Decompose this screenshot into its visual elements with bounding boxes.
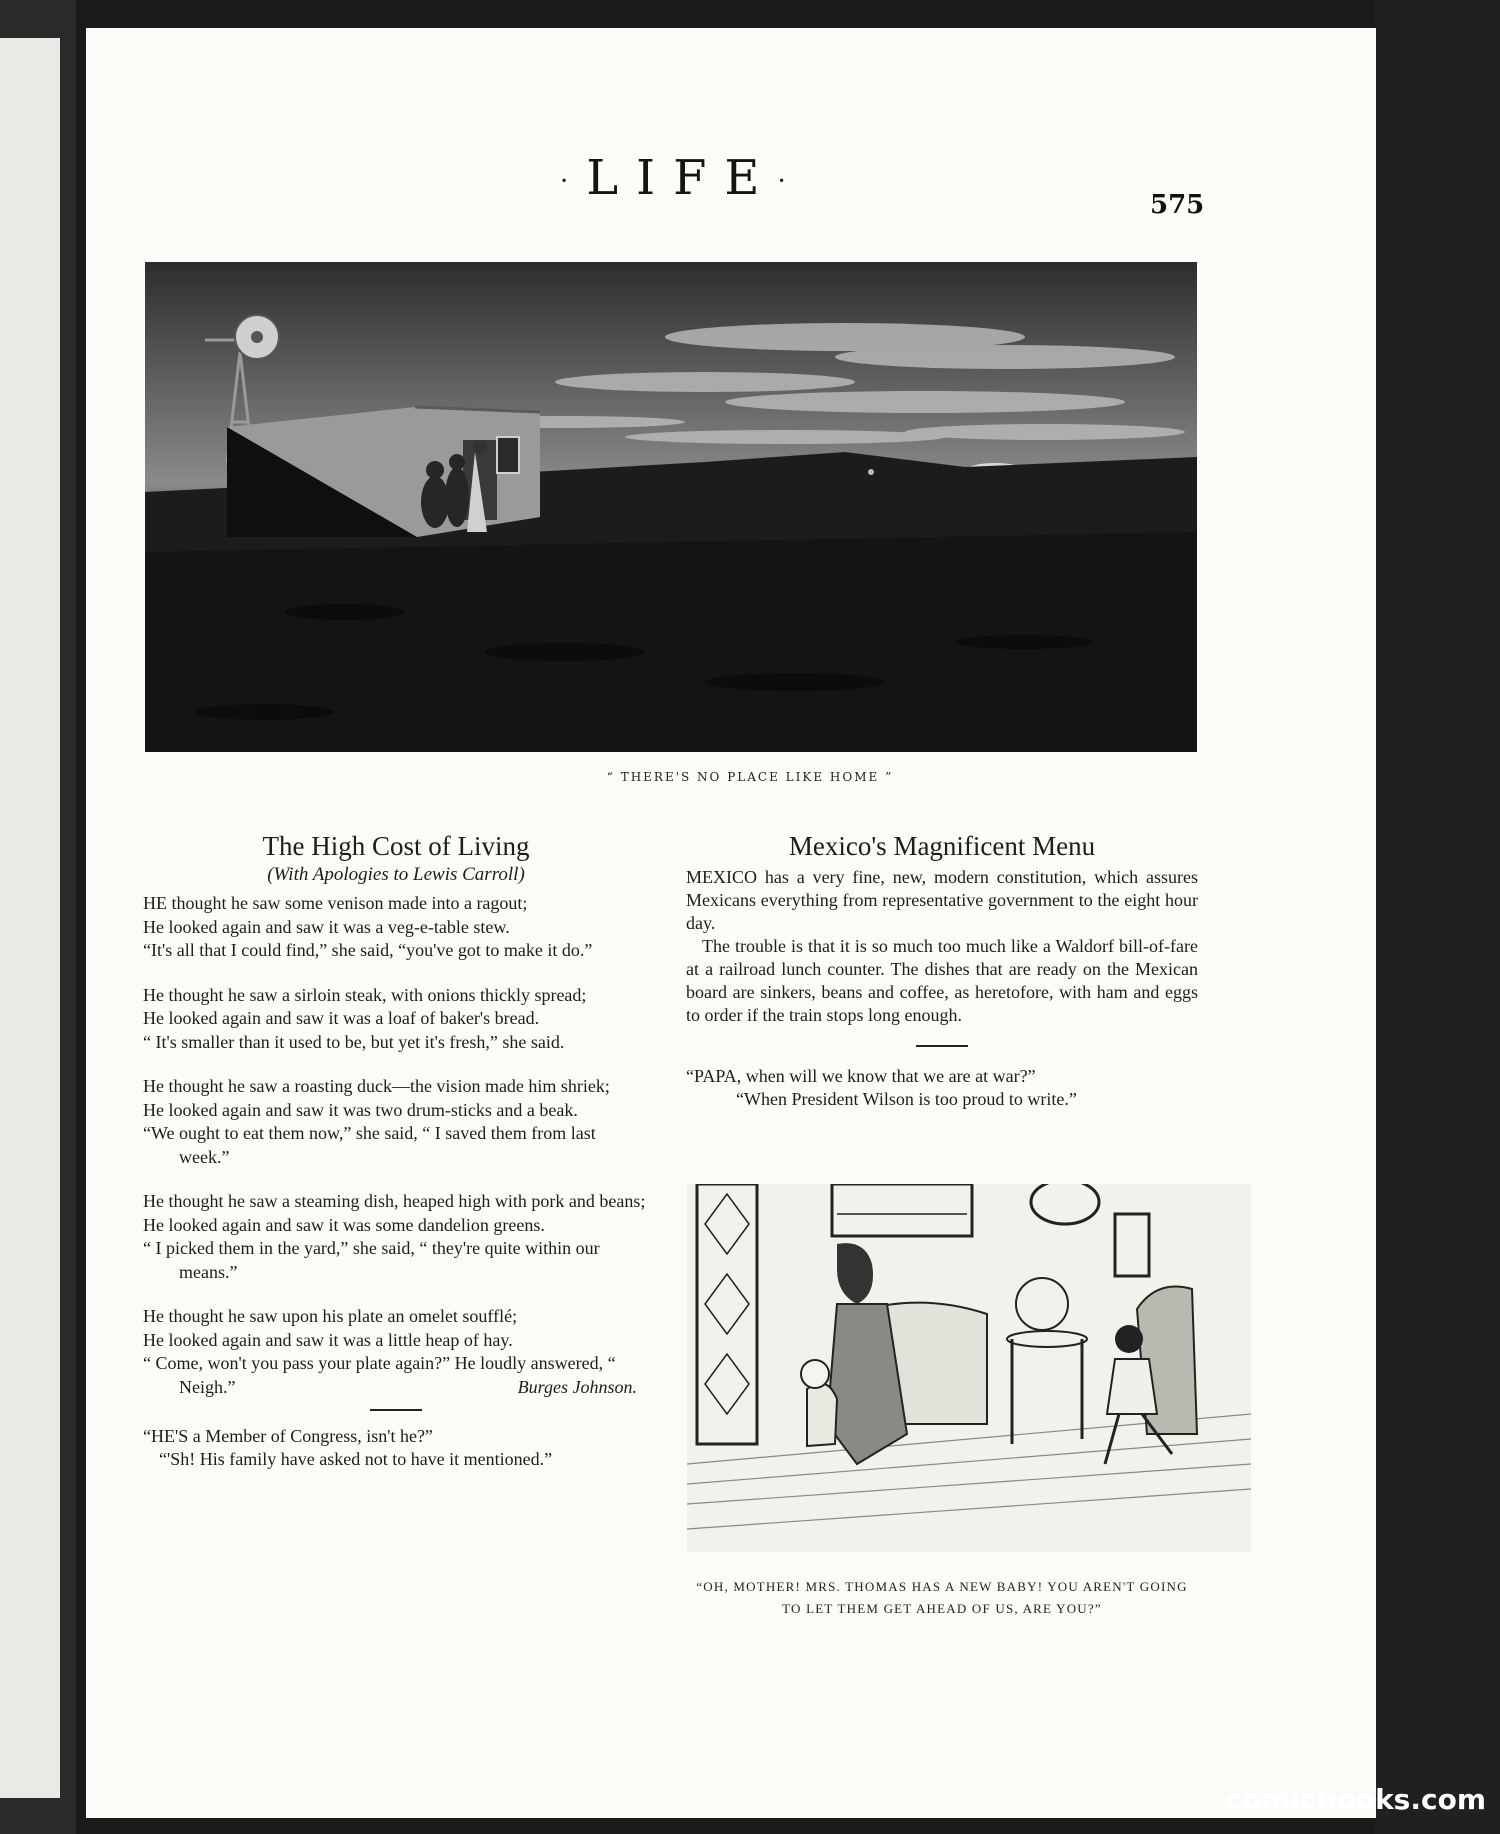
poem-line: He thought he saw a sirloin steak, with onions thickly spread; <box>143 984 587 1005</box>
poem-line: “ It's smaller than it used to be, but yet it's fresh,” she said. <box>143 1031 565 1052</box>
masthead: ·LIFE· <box>560 150 804 206</box>
war-joke-line-1: “PAPA, when will we know that we are at war?” <box>686 1066 1036 1086</box>
poem-line: He thought he saw upon his plate an omelet soufflé; <box>143 1306 518 1326</box>
poem-line: He looked again and saw it was two drum-sticks and a beak. <box>143 1099 578 1120</box>
page-number: 575 <box>1150 190 1205 220</box>
facing-page-edge <box>0 38 60 1798</box>
illustration-caption: “ THERE'S NO PLACE LIKE HOME ” <box>606 770 894 784</box>
section-divider <box>370 1409 422 1411</box>
poem-subtitle: (With Apologies to Lewis Carroll) <box>267 864 525 885</box>
stanza <box>143 1305 649 1399</box>
poem-line: He thought he saw a roasting duck—the vision made him shriek; <box>143 1076 610 1096</box>
section-divider <box>916 1045 968 1047</box>
congress-joke-line-2: “'Sh! His family have asked not to have it mentioned.” <box>159 1449 553 1469</box>
scan-background <box>1375 0 1500 1834</box>
poem-line: “It's all that I could find,” she said, “you've got to make it do.” <box>143 940 593 960</box>
stanza <box>143 1190 649 1284</box>
article-title: Mexico's Magnificent Menu <box>788 831 1096 861</box>
poem-title: The High Cost of Living <box>262 831 530 861</box>
parlor-cartoon-drawing <box>687 1184 1251 1552</box>
poem-line: He looked again and saw it was a loaf of baker's bread. <box>143 1008 540 1028</box>
left-column <box>143 830 649 1471</box>
stanza <box>143 892 649 963</box>
poem-line: “We ought to eat them now,” she said, “ I saved them from last week.” <box>143 1123 596 1167</box>
poem-body <box>143 892 649 1399</box>
war-joke-line-2: “When President Wilson is too proud to write.” <box>736 1089 1077 1109</box>
prairie-home-illustration <box>145 262 1197 752</box>
article-paragraph-1: MEXICO has a very fine, new, modern constitution, which assures Mexicans everything from representative government to the eight hour day. <box>686 867 1198 933</box>
poem-line <box>143 1352 649 1399</box>
poem-line: “ I picked them in the yard,” she said, “ they're quite within our means.” <box>143 1238 600 1282</box>
prairie-home-drawing <box>145 262 1197 752</box>
cartoon-caption: “OH, MOTHER! MRS. THOMAS HAS A NEW BABY! YOU AREN'T GOING TO LET THEM GET AHEAD OF US, ARE YOU?” <box>696 1579 1188 1616</box>
poem-line-text: “ Come, won't you pass your plate again?” He loudly answered, “ Neigh.” <box>143 1353 616 1397</box>
right-column <box>686 830 1198 1111</box>
poem-line: He thought he saw a steaming dish, heaped high with pork and beans; <box>143 1191 646 1211</box>
stanza <box>143 984 649 1055</box>
congress-joke-line-1: “HE'S a Member of Congress, isn't he?” <box>143 1426 433 1446</box>
stanza <box>143 1075 649 1169</box>
poem-line: He looked again and saw it was a veg-e-table stew. <box>143 916 510 937</box>
parlor-cartoon <box>687 1184 1251 1552</box>
poem-line: He looked again and saw it was a little heap of hay. <box>143 1329 513 1350</box>
article-paragraph-2: The trouble is that it is so much too much like a Waldorf bill-of-fare at a railroad lunch counter. The dishes that are ready on the Mexican board are sinkers, beans and coffee, as heretofore, with ham and eggs to order if the train stops long enough. <box>686 936 1198 1025</box>
poem-line: He looked again and saw it was some dandelion greens. <box>143 1214 545 1235</box>
poem-line: HE thought he saw some venison made into a ragout; <box>143 893 528 913</box>
site-watermark: comicbooks.com <box>1225 1783 1486 1816</box>
poem-author: Burges Johnson. <box>517 1376 637 1397</box>
masthead-title: LIFE <box>586 150 778 206</box>
